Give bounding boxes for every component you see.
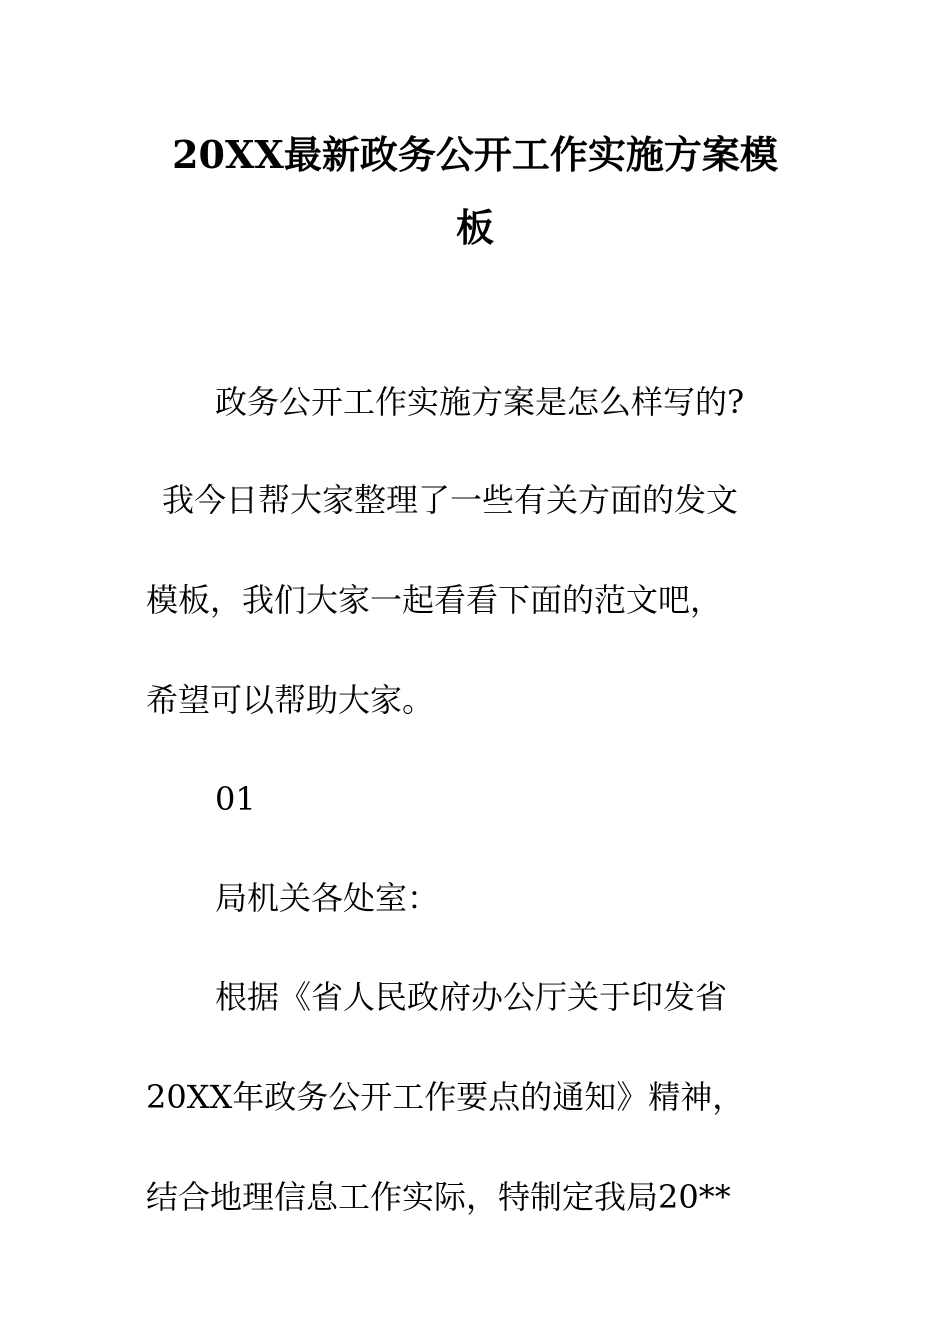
body-line-7: 结合地理信息工作实际，特制定我局20** (146, 1178, 731, 1216)
body-line-1: 政务公开工作实施方案是怎么样写的? (215, 383, 745, 421)
body-line-4: 希望可以帮助大家。 (146, 681, 435, 719)
document-title-line-1: 20XX最新政务公开工作实施方案模 (172, 132, 778, 177)
body-line-5: 根据《省人民政府办公厅关于印发省 (215, 978, 728, 1016)
body-line-6: 20XX年政务公开工作要点的通知》精神， (146, 1078, 745, 1116)
section-number: 01 (215, 780, 256, 818)
salutation: 局机关各处室： (215, 879, 440, 917)
body-line-2: 我今日帮大家整理了一些有关方面的发文 (162, 481, 739, 519)
body-line-3: 模板，我们大家一起看看下面的范文吧， (146, 581, 723, 619)
document-title-line-2: 板 (455, 205, 494, 250)
